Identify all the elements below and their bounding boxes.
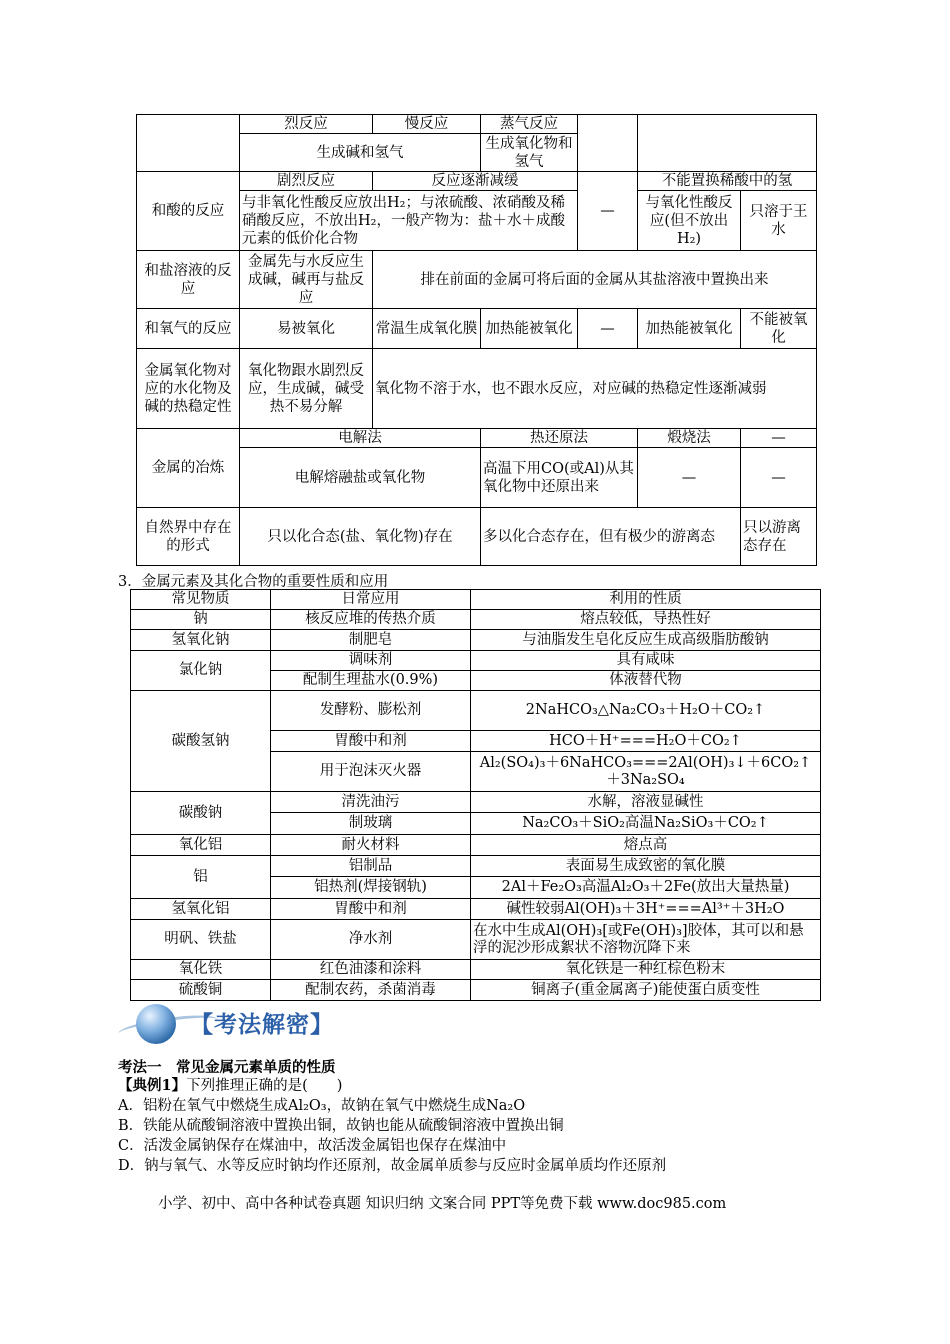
row-label: 和盐溶液的反应	[137, 251, 240, 309]
table-cell: 金属先与水反应生成碱，碱再与盐反应	[240, 251, 373, 309]
table-row	[137, 309, 817, 349]
property-cell: 铜离子(重金属离子)能使蛋白质变性	[471, 980, 821, 1001]
use-cell: 铝制品	[271, 856, 471, 877]
table-row	[131, 792, 821, 813]
table-cell: 常温生成氧化膜	[373, 309, 481, 349]
property-cell: 碱性较弱Al(OH)₃＋3H⁺===Al³⁺＋3H₂O	[471, 899, 821, 920]
table-cell: 热还原法	[481, 429, 638, 448]
option-b: B．铁能从硫酸铜溶液中置换出铜，故钠也能从硫酸铜溶液中置换出铜	[118, 1118, 564, 1134]
table-cell: 生成碱和氢气	[240, 134, 481, 172]
row-label: 金属氧化物对应的水化物及碱的热稳定性	[137, 349, 240, 429]
table-cell: —	[578, 309, 638, 349]
substance-cell: 铝	[131, 856, 271, 899]
option-d: D．钠与氧气、水等反应时钠均作还原剂，故金属单质参与反应时金属单质均作还原剂	[118, 1158, 667, 1174]
table-row	[131, 920, 821, 960]
metal-properties-table	[136, 114, 817, 566]
table-row	[137, 251, 817, 309]
table-cell	[137, 115, 240, 172]
property-cell: 水解，溶液显碱性	[471, 792, 821, 813]
use-cell: 净水剂	[271, 920, 471, 960]
table-cell: 慢反应	[373, 115, 481, 134]
substance-cell: 碳酸钠	[131, 792, 271, 835]
row-label: 和酸的反应	[137, 172, 240, 251]
column-header: 日常应用	[271, 590, 471, 610]
table-cell: 烈反应	[240, 115, 373, 134]
table-cell: 氧化物跟水剧烈反应，生成碱，碱受热不易分解	[240, 349, 373, 429]
property-cell: 熔点高	[471, 835, 821, 856]
table-cell: —	[741, 429, 817, 448]
table-cell: 煅烧法	[638, 429, 741, 448]
column-header: 利用的性质	[471, 590, 821, 610]
option-a: A．铝粉在氧气中燃烧生成Al₂O₃，故钠在氧气中燃烧生成Na₂O	[118, 1098, 526, 1114]
property-cell: 与油脂发生皂化反应生成高级脂肪酸钠	[471, 630, 821, 651]
property-cell: 2NaHCO₃△Na₂CO₃＋H₂O＋CO₂↑	[471, 691, 821, 731]
substance-cell: 碳酸氢钠	[131, 691, 271, 792]
use-cell: 用于泡沫灭火器	[271, 752, 471, 792]
table-cell: 反应逐渐减缓	[373, 172, 578, 191]
globe-icon	[136, 1004, 176, 1044]
substance-cell: 氢氧化钠	[131, 630, 271, 651]
table-cell	[638, 115, 817, 172]
table-cell: 不能置换稀酸中的氢	[638, 172, 817, 191]
table-row	[131, 630, 821, 651]
table-row	[137, 349, 817, 429]
row-label: 自然界中存在的形式	[137, 508, 240, 566]
table-cell: 加热能被氧化	[638, 309, 741, 349]
example-question	[118, 1076, 342, 1096]
use-cell: 调味剂	[271, 651, 471, 671]
table-cell: 只以游离态存在	[741, 508, 817, 566]
table-cell: —	[578, 172, 638, 251]
substance-cell: 硫酸铜	[131, 980, 271, 1001]
substance-cell: 氯化钠	[131, 651, 271, 691]
table-cell: 多以化合态存在，但有极少的游离态	[481, 508, 741, 566]
property-cell: 2Al＋Fe₂O₃高温Al₂O₃＋2Fe(放出大量热量)	[471, 877, 821, 899]
section-title: 3．金属元素及其化合物的重要性质和应用	[118, 574, 389, 590]
table-cell: 不能被氧化	[741, 309, 817, 349]
table-cell: —	[638, 448, 741, 508]
use-cell: 胃酸中和剂	[271, 899, 471, 920]
method-title: 考法一 常见金属元素单质的性质	[118, 1059, 336, 1076]
column-header: 常见物质	[131, 590, 271, 610]
use-cell: 发酵粉、膨松剂	[271, 691, 471, 731]
table-row	[131, 651, 821, 671]
use-cell: 配制生理盐水(0.9%)	[271, 671, 471, 691]
table-cell: 与氧化性酸反应(但不放出H₂)	[638, 191, 741, 251]
table-cell: 电解法	[240, 429, 481, 448]
compounds-table	[130, 589, 821, 1001]
table-cell: 易被氧化	[240, 309, 373, 349]
table-row	[131, 835, 821, 856]
property-cell: HCO＋H⁺===H₂O＋CO₂↑	[471, 731, 821, 752]
use-cell: 铝热剂(焊接钢轨)	[271, 877, 471, 899]
substance-cell: 钠	[131, 610, 271, 630]
table-cell: 蒸气反应	[481, 115, 578, 134]
table-row	[131, 960, 821, 980]
table-cell: —	[741, 448, 817, 508]
page-footer: 小学、初中、高中各种试卷真题 知识归纳 文案合同 PPT等免费下载 www.doc985.com	[158, 1196, 727, 1212]
use-cell: 清洗油污	[271, 792, 471, 813]
table-cell: 生成氧化物和氢气	[481, 134, 578, 172]
table-cell: 加热能被氧化	[481, 309, 578, 349]
substance-cell: 氧化铝	[131, 835, 271, 856]
table-cell: 电解熔融盐或氧化物	[240, 448, 481, 508]
use-cell: 胃酸中和剂	[271, 731, 471, 752]
use-cell: 核反应堆的传热介质	[271, 610, 471, 630]
use-cell: 配制农药，杀菌消毒	[271, 980, 471, 1001]
use-cell: 制肥皂	[271, 630, 471, 651]
use-cell: 耐火材料	[271, 835, 471, 856]
table-row	[131, 691, 821, 731]
row-label: 金属的冶炼	[137, 429, 240, 508]
section-banner	[118, 1000, 378, 1048]
table-cell	[578, 115, 638, 172]
property-cell: Al₂(SO₄)₃＋6NaHCO₃===2Al(OH)₃↓＋6CO₂↑＋3Na₂SO₄	[471, 752, 821, 792]
table-row	[137, 115, 817, 134]
option-c: C．活泼金属钠保存在煤油中，故活泼金属铝也保存在煤油中	[118, 1138, 507, 1154]
question-text: 下列推理正确的是( )	[186, 1078, 343, 1094]
table-header-row	[131, 590, 821, 610]
table-cell: 与非氧化性酸反应放出H₂；与浓硫酸、浓硝酸及稀硝酸反应，不放出H₂，一般产物为：盐＋水＋成酸元素的低价化合物	[240, 191, 578, 251]
table-row	[131, 980, 821, 1001]
use-cell: 制玻璃	[271, 813, 471, 835]
table-row	[131, 899, 821, 920]
property-cell: 体液替代物	[471, 671, 821, 691]
table-cell: 只以化合态(盐、氧化物)存在	[240, 508, 481, 566]
table-row	[137, 172, 817, 191]
property-cell: 表面易生成致密的氧化膜	[471, 856, 821, 877]
table-cell: 氧化物不溶于水，也不跟水反应，对应碱的热稳定性逐渐减弱	[373, 349, 817, 429]
table-row	[137, 508, 817, 566]
table-cell: 高温下用CO(或Al)从其氧化物中还原出来	[481, 448, 638, 508]
row-label: 和氧气的反应	[137, 309, 240, 349]
use-cell: 红色油漆和涂料	[271, 960, 471, 980]
banner-title: 【考法解密】	[190, 1012, 334, 1038]
property-cell: 氧化铁是一种红棕色粉末	[471, 960, 821, 980]
table-row	[131, 856, 821, 877]
table-row	[131, 610, 821, 630]
substance-cell: 氧化铁	[131, 960, 271, 980]
table-cell: 剧烈反应	[240, 172, 373, 191]
property-cell: 具有咸味	[471, 651, 821, 671]
example-label: 【典例1】	[118, 1077, 187, 1094]
table-cell: 排在前面的金属可将后面的金属从其盐溶液中置换出来	[373, 251, 817, 309]
property-cell: Na₂CO₃＋SiO₂高温Na₂SiO₃＋CO₂↑	[471, 813, 821, 835]
table-cell: 只溶于王水	[741, 191, 817, 251]
substance-cell: 氢氧化铝	[131, 899, 271, 920]
substance-cell: 明矾、铁盐	[131, 920, 271, 960]
table-row	[137, 429, 817, 448]
property-cell: 在水中生成Al(OH)₃[或Fe(OH)₃]胶体，其可以和悬浮的泥沙形成絮状不溶物沉降下来	[471, 920, 821, 960]
property-cell: 熔点较低，导热性好	[471, 610, 821, 630]
